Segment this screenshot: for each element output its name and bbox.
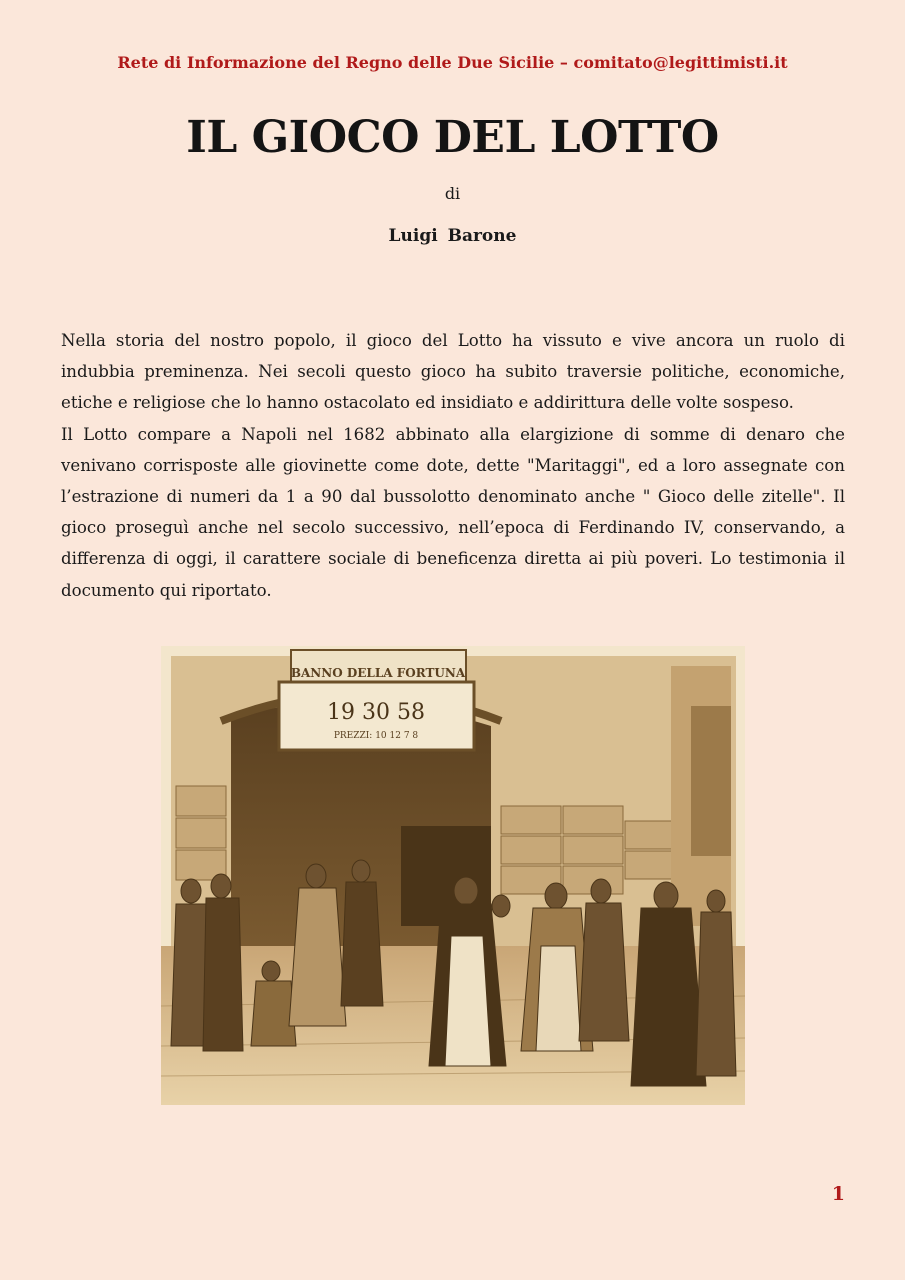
author-name: Luigi Barone bbox=[388, 226, 517, 246]
paragraph: Nella storia del nostro popolo, il gioco del Lotto ha vissuto e vive ancora un ruolo di indubbia preminenza. Nei secoli questo gioco ha subito traversie politiche, economiche, etiche e religiose che lo hanno ostacolato ed insidiato e addirittura delle volte sospeso. bbox=[61, 331, 845, 413]
illustration-drawing bbox=[161, 646, 745, 1105]
body-text bbox=[61, 325, 845, 606]
lotto-illustration bbox=[161, 646, 745, 1105]
byline: di bbox=[444, 184, 461, 203]
sign-top-text: BANNO DELLA FORTUNA bbox=[290, 666, 466, 680]
sign-small-text: PREZZI: 10 12 7 8 bbox=[333, 731, 419, 741]
page-header: Rete di Informazione del Regno delle Due Sicilie – comitato@legittimisti.it bbox=[117, 53, 788, 72]
page-number: 1 bbox=[831, 1183, 845, 1205]
document-title: IL GIOCO DEL LOTTO bbox=[186, 112, 719, 163]
sign-numbers-text: 19 30 58 bbox=[327, 700, 425, 725]
paragraph: Il Lotto compare a Napoli nel 1682 abbinato alla elargizione di somme di denaro che venivano corrisposte alle giovinette come dote, dette "Maritaggi", ed a loro assegnate con l’estrazione di numeri da 1 a 90 dal bussolotto denominato anche " Gioco delle zitelle". Il gioco proseguì anche nel secolo successivo, nell’epoca di Ferdinando IV, conservando, a differenza di oggi, il carattere sociale di beneficenza diretta ai più poveri. Lo testimonia il documento qui riportato. bbox=[61, 424, 845, 600]
